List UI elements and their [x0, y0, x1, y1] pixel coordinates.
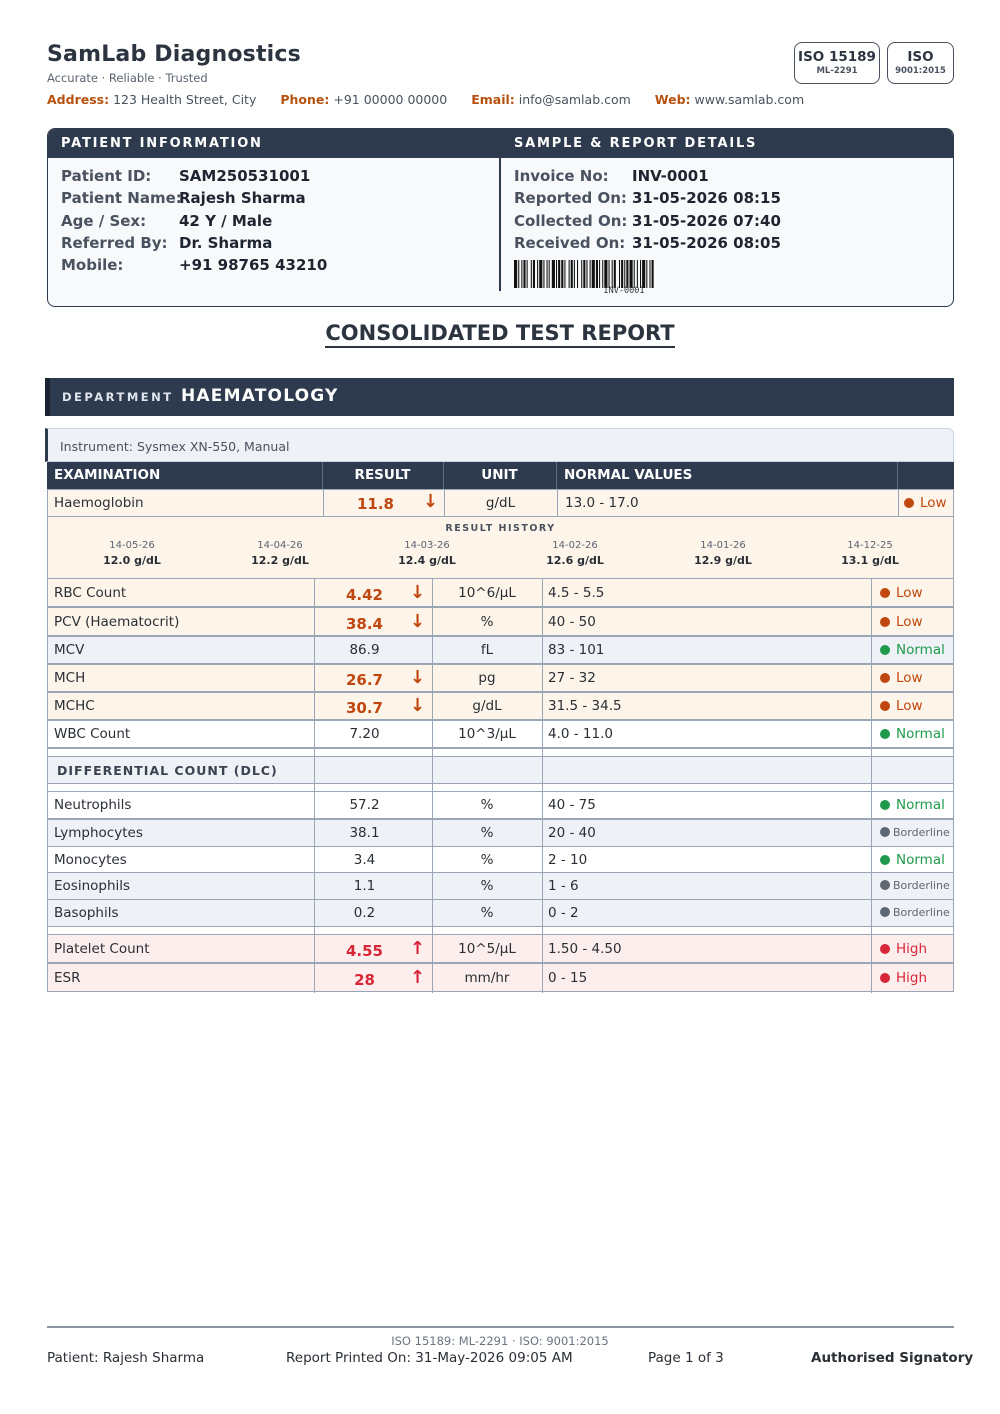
exam-name: Lymphocytes [54, 825, 143, 841]
unit-value: 10^5/µL [458, 941, 516, 957]
cell-divider [871, 579, 872, 608]
status-dot-icon [880, 701, 890, 711]
result-value: 38.4 [345, 615, 383, 633]
barcode-bar [612, 260, 613, 288]
status-badge: Low [904, 495, 947, 511]
exam-name: MCV [54, 642, 85, 658]
barcode-bar [634, 260, 635, 288]
barcode-bar [637, 260, 638, 288]
patient-sample-info-box [47, 128, 954, 307]
normal-range: 40 - 75 [548, 797, 596, 813]
unit-value: % [480, 797, 494, 813]
contact-line [47, 92, 824, 107]
barcode-bar [590, 260, 591, 288]
exam-name: PCV (Haematocrit) [54, 614, 180, 630]
dlc-row [47, 872, 954, 900]
patient-info-fields [61, 167, 327, 278]
dlc-row [47, 846, 954, 874]
table-row [47, 720, 954, 748]
footer-page-number: Page 1 of 3 [648, 1350, 724, 1366]
reported-on-row: Reported On: 31-05-2026 08:15 [514, 189, 781, 208]
result-history-title: RESULT HISTORY [445, 523, 556, 534]
table-row [47, 963, 954, 992]
result-value: 7.20 [349, 726, 380, 742]
cell-divider [542, 873, 543, 901]
barcode-bar [640, 260, 641, 288]
dlc-row [47, 819, 954, 847]
barcode-bar [552, 260, 555, 288]
normal-range: 2 - 10 [548, 852, 588, 868]
status-dot-icon [880, 673, 890, 683]
status-badge [880, 879, 950, 892]
cell-divider [542, 847, 543, 875]
barcode-bar [602, 260, 603, 288]
result-value: 4.42 [345, 586, 383, 604]
barcode-bar [533, 260, 535, 288]
status-badge [880, 941, 927, 957]
normal-range: 4.5 - 5.5 [548, 585, 605, 601]
normal-range: 0 - 15 [548, 970, 588, 986]
iso-15189-badge: ISO 15189 ML-2291 [794, 42, 880, 84]
table-row [47, 607, 954, 636]
unit-value: % [480, 614, 494, 630]
col-result: RESULT [354, 467, 411, 483]
history-entry: 14-01-26 12.9 g/dL [694, 540, 752, 567]
col-normal-values: NORMAL VALUES [564, 467, 693, 483]
barcode-bar [518, 260, 519, 288]
result-value: 30.7 [345, 699, 383, 717]
barcode-bar [571, 260, 573, 288]
patient-info-heading: PATIENT INFORMATION [61, 136, 263, 151]
cell-divider [898, 490, 899, 518]
cell-divider [871, 757, 872, 785]
lab-name: SamLab Diagnostics [47, 42, 301, 67]
exam-name: Eosinophils [54, 878, 131, 894]
status-dot-icon [880, 944, 890, 954]
status-text: Borderline [893, 906, 950, 919]
status-badge [880, 852, 945, 868]
cell-divider [542, 964, 543, 993]
result-value: 4.55 [345, 942, 383, 960]
exam-name: MCH [54, 670, 86, 686]
normal-range: 31.5 - 34.5 [548, 698, 622, 714]
dlc-row [47, 899, 954, 927]
history-entry: 14-05-26 12.0 g/dL [103, 540, 161, 567]
barcode-bar [652, 260, 654, 288]
cell-divider [542, 900, 543, 928]
status-badge [880, 698, 923, 714]
up-arrow-icon: ↑ [410, 938, 426, 959]
cell-divider [542, 665, 543, 693]
exam-name: RBC Count [54, 585, 127, 601]
history-entry: 14-04-26 12.2 g/dL [251, 540, 309, 567]
status-text: Low [896, 585, 923, 601]
exam-name: Basophils [54, 905, 119, 921]
status-text: Borderline [893, 826, 950, 839]
normal-range: 20 - 40 [548, 825, 596, 841]
cell-divider [314, 757, 315, 785]
cell-divider [871, 935, 872, 964]
patient-name-row: Patient Name:Rajesh Sharma [61, 189, 306, 208]
patient-id-row: Patient ID: SAM250531001 [61, 167, 311, 185]
barcode-bar [626, 260, 628, 288]
barcode-bar [521, 260, 522, 288]
department-name: HAEMATOLOGY [181, 386, 339, 406]
result-value: 57.2 [349, 797, 380, 813]
result-value: 11.8 [356, 495, 394, 513]
status-badge [880, 797, 945, 813]
status-badge [880, 726, 945, 742]
exam-name: Monocytes [54, 852, 127, 868]
status-badge [880, 906, 950, 919]
barcode-bar [527, 260, 528, 288]
status-dot-icon [880, 617, 890, 627]
cell-divider [871, 820, 872, 848]
received-on-row: Received On: 31-05-2026 08:05 [514, 233, 781, 252]
barcode-bar [547, 260, 548, 288]
unit-value: % [480, 825, 494, 841]
contact-phone: Phone: +91 00000 00000 [280, 92, 448, 107]
normal-range: 83 - 101 [548, 642, 605, 658]
status-dot-icon [880, 973, 890, 983]
cell-divider [871, 873, 872, 901]
unit-value: g/dL [485, 495, 516, 511]
cell-divider [871, 792, 872, 820]
sample-info-heading: SAMPLE & REPORT DETAILS [514, 136, 758, 151]
normal-range: 1 - 6 [548, 878, 579, 894]
footer-iso-line: ISO 15189: ML-2291 · ISO: 9001:2015 [391, 1334, 609, 1348]
status-badge [880, 670, 923, 686]
down-arrow-icon: ↓ [410, 667, 426, 688]
iso-9001-badge: ISO 9001:2015 [887, 42, 954, 84]
status-dot-icon [880, 855, 890, 865]
barcode-bar [621, 260, 623, 288]
barcode-bar [583, 260, 585, 288]
barcode-bar [609, 260, 610, 288]
barcode-bar [543, 260, 544, 288]
header-divider [897, 462, 898, 489]
barcode-bar [539, 260, 542, 288]
cell-divider [871, 608, 872, 637]
contact-email: Email: info@samlab.com [471, 92, 631, 107]
cell-divider [542, 935, 543, 964]
barcode-bar [624, 260, 625, 288]
status-text: Normal [896, 642, 945, 658]
unit-value: pg [478, 670, 496, 686]
info-divider [499, 129, 501, 291]
cell-divider [542, 757, 543, 785]
history-entry: 14-12-25 13.1 g/dL [841, 540, 899, 567]
status-dot-icon [880, 880, 890, 890]
barcode-bar [614, 260, 616, 288]
up-arrow-icon: ↑ [410, 967, 426, 988]
status-text: High [896, 970, 928, 986]
barcode-bar [537, 260, 538, 288]
barcode-bar [649, 260, 650, 288]
status-dot-icon [880, 645, 890, 655]
status-dot-icon [880, 729, 890, 739]
unit-value: fL [480, 642, 494, 658]
barcode-bar [581, 260, 582, 288]
status-badge [880, 970, 927, 986]
header-divider [556, 462, 557, 489]
barcode-bar [596, 260, 598, 288]
department-label: DEPARTMENT [62, 390, 174, 404]
result-value: 1.1 [353, 878, 376, 894]
status-badge [880, 642, 945, 658]
barcode-bar [558, 260, 560, 288]
col-unit: UNIT [481, 467, 518, 483]
barcode-bar [630, 260, 633, 288]
result-value: 38.1 [349, 825, 380, 841]
cell-divider [432, 757, 433, 785]
results-table-header [47, 462, 954, 489]
down-arrow-icon: ↓ [410, 611, 426, 632]
status-text: Normal [896, 797, 945, 813]
unit-value: % [480, 852, 494, 868]
barcode-bar [586, 260, 587, 288]
table-row [47, 692, 954, 720]
footer-divider [47, 1326, 954, 1328]
dlc-section-row [47, 756, 954, 784]
department-bar [45, 378, 954, 416]
status-text: Low [896, 698, 923, 714]
unit-value: % [480, 878, 494, 894]
barcode-bar [599, 260, 600, 288]
cell-divider [871, 964, 872, 993]
cell-divider [542, 608, 543, 637]
status-badge [880, 614, 923, 630]
unit-value: mm/hr [464, 970, 510, 986]
invoice-barcode [514, 260, 734, 288]
down-arrow-icon: ↓ [423, 491, 439, 512]
status-dot-icon [880, 588, 890, 598]
normal-range: 1.50 - 4.50 [548, 941, 622, 957]
unit-value: 10^3/µL [458, 726, 516, 742]
cell-divider [542, 693, 543, 721]
footer-signatory: Authorised Signatory [811, 1350, 974, 1366]
barcode-bar [556, 260, 557, 288]
report-title: CONSOLIDATED TEST REPORT [0, 321, 1000, 345]
result-history [47, 517, 954, 578]
info-box-header [48, 129, 953, 158]
exam-name: ESR [54, 970, 81, 986]
instrument-note: Instrument: Sysmex XN-550, Manual [45, 428, 954, 462]
invoice-row: Invoice No: INV-0001 [514, 167, 709, 185]
dlc-heading: DIFFERENTIAL COUNT (DLC) [57, 763, 278, 778]
status-badge [880, 826, 950, 839]
history-entry: 14-03-26 12.4 g/dL [398, 540, 456, 567]
result-value: 0.2 [353, 905, 376, 921]
normal-range: 0 - 2 [548, 905, 579, 921]
unit-value: % [480, 905, 494, 921]
status-text: Normal [896, 852, 945, 868]
cell-divider [542, 792, 543, 820]
barcode-bar [619, 260, 620, 288]
barcode-bar [564, 260, 565, 288]
status-dot-icon [880, 827, 890, 837]
status-dot-icon [880, 907, 890, 917]
cell-divider [871, 665, 872, 693]
barcode-bar [604, 260, 607, 288]
exam-name: Haemoglobin [54, 495, 144, 511]
barcode-bar [577, 260, 578, 288]
table-row [47, 664, 954, 692]
table-row [47, 578, 954, 607]
status-badge [880, 585, 923, 601]
table-row-haemoglobin [47, 489, 954, 517]
status-text: Low [896, 614, 923, 630]
down-arrow-icon: ↓ [410, 695, 426, 716]
table-row [47, 934, 954, 963]
cell-divider [542, 721, 543, 749]
table-row [47, 636, 954, 664]
result-value: 26.7 [345, 671, 383, 689]
barcode-bar [514, 260, 517, 288]
normal-range: 27 - 32 [548, 670, 596, 686]
normal-range: 4.0 - 11.0 [548, 726, 613, 742]
barcode-bar [642, 260, 645, 288]
barcode-bar [523, 260, 525, 288]
cell-divider [871, 721, 872, 749]
exam-name: WBC Count [54, 726, 131, 742]
collected-on-row: Collected On: 31-05-2026 07:40 [514, 211, 781, 230]
sample-info-fields [514, 167, 781, 256]
barcode-bar [561, 260, 563, 288]
status-text: Borderline [893, 879, 950, 892]
cell-divider [542, 579, 543, 608]
referred-by-row: Referred By: Dr. Sharma [61, 233, 273, 252]
unit-value: 10^6/µL [458, 585, 516, 601]
exam-name: Platelet Count [54, 941, 150, 957]
result-value: 86.9 [349, 642, 380, 658]
status-dot-icon [880, 800, 890, 810]
normal-range: 40 - 50 [548, 614, 596, 630]
col-examination: EXAMINATION [54, 467, 161, 483]
result-value: 3.4 [353, 852, 376, 868]
lab-tagline: Accurate · Reliable · Trusted [47, 71, 208, 85]
lab-header [47, 40, 954, 115]
exam-name: Neutrophils [54, 797, 132, 813]
dlc-row [47, 791, 954, 819]
barcode-bar [646, 260, 647, 288]
cell-divider [871, 847, 872, 875]
cell-divider [542, 637, 543, 665]
footer-patient: Patient: Rajesh Sharma [47, 1350, 205, 1366]
cell-divider [542, 820, 543, 848]
unit-value: g/dL [472, 698, 502, 714]
barcode-bar [569, 260, 570, 288]
contact-address: Address: 123 Health Street, City [47, 92, 257, 107]
status-text: Low [896, 670, 923, 686]
status-text: Normal [896, 726, 945, 742]
history-entry: 14-02-26 12.6 g/dL [546, 540, 604, 567]
normal-range: 13.0 - 17.0 [565, 495, 639, 511]
result-value: 28 [354, 971, 375, 989]
status-text: High [896, 941, 928, 957]
down-arrow-icon: ↓ [410, 582, 426, 603]
mobile-row: Mobile: +91 98765 43210 [61, 256, 328, 275]
barcode-bar [574, 260, 575, 288]
cell-divider [871, 693, 872, 721]
cell-divider [557, 490, 558, 518]
barcode-text: INV-0001 [603, 286, 645, 296]
status-dot-icon [904, 498, 914, 508]
cell-divider [871, 637, 872, 665]
exam-name: MCHC [54, 698, 95, 714]
barcode-bar [531, 260, 532, 288]
barcode-bar [592, 260, 595, 288]
footer-printed-on: Report Printed On: 31-May-2026 09:05 AM [286, 1350, 573, 1366]
cell-divider [871, 900, 872, 928]
age-sex-row: Age / Sex: 42 Y / Male [61, 211, 273, 230]
barcode-bar [549, 260, 550, 288]
contact-web: Web: www.samlab.com [654, 92, 805, 107]
